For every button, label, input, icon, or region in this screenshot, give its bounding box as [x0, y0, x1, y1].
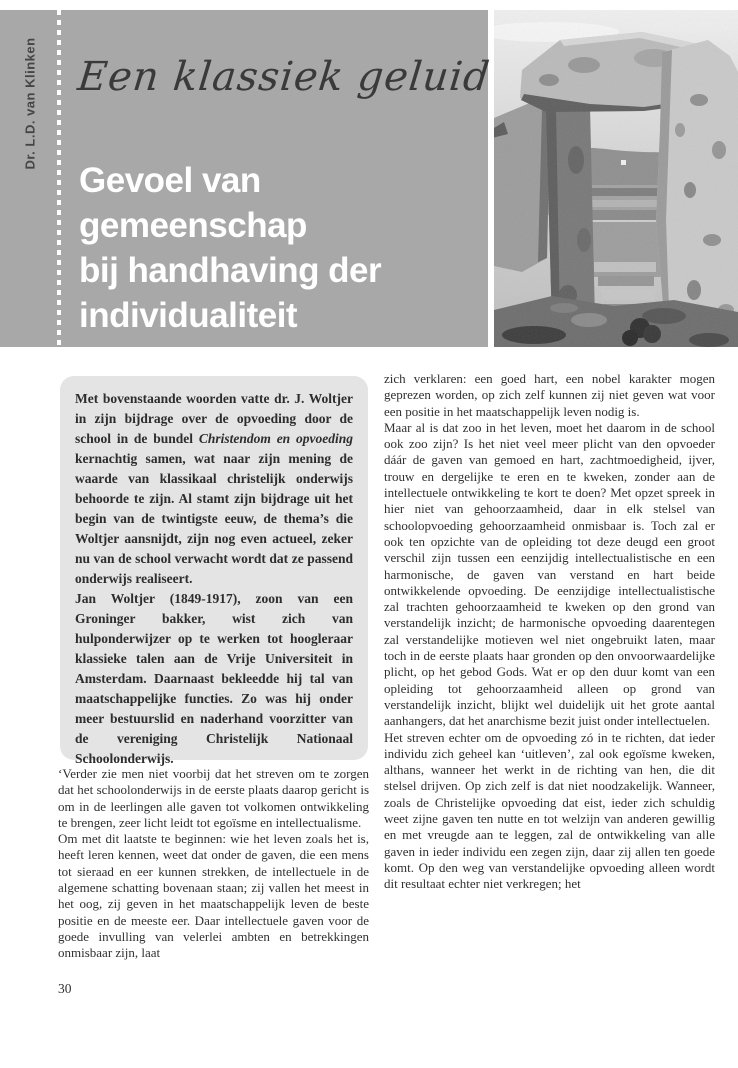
body-column-right: [384, 371, 715, 893]
intro-summary-box: [60, 376, 368, 766]
left-paragraph-1: ‘Verder zie men niet voorbij dat het streven om te zorgen dat het schoolonderwijs in de eerste plaats daarop gericht is om in de leerlingen alle gaven tot volkomen ontwikkeling te brengen, zeer licht leidt tot egoïsme en intellectualisme.: [58, 766, 369, 830]
megalith-doorway-photo: [494, 10, 738, 347]
intro-p1-text: Met bovenstaande woorden vatte dr. J. Woltjer in zijn bijdrage over de opvoeding door de school in de bundel: [75, 391, 353, 446]
article-title-line3: individualiteit: [79, 296, 298, 335]
article-title-line2: bij handhaving der: [79, 251, 382, 290]
header-gray-block: [0, 10, 493, 347]
intro-paragraph-1: [75, 389, 353, 589]
author-vertical-label: Dr. L.D. van Klinken: [22, 37, 38, 170]
page-number: 30: [58, 981, 72, 996]
article-title-line1: Gevoel van gemeenschap: [79, 161, 307, 245]
intro-p1-book-title: Christendom en opvoeding: [198, 431, 354, 446]
intro-p1-text-cont: kernachtig samen, wat naar zijn mening de waarde van klassikaal christelijk onderwijs behoorde te zijn. Al stamt zijn bijdrage uit het begin van de twintigste eeuw, de thema’s die Woltjer aansnijdt, zijn nog even actueel, zeker nu van de school verwacht wordt dat ze passend onderwijs realiseert.: [75, 451, 353, 586]
article-title: [79, 158, 488, 338]
right-paragraph-2: Maar al is dat zoo in het leven, moet het daarom in de school ook zoo zijn? Is het niet veel meer plicht van den opvoeder dáár de gaven van gemoed en hart, zachtmoedigheid, ijver, trouw en dergelijke te eren en te kweken, zonder aan de intellectuele ontwikkeling te kort te doen? Met opzet spreek in hier niet van gehoorzaamheid, daar in elk stelsel van schoolopvoeding gehoorzaamheid onmisbaar is. Toch zal er ook ten opzichte van de opleiding tot deze deugd een groot verschil zijn tussen een eenzijdig intellectualistische en een harmonische, de gaven van verstand en hart beide ontwikkelende opvoeding. De eenzijdige intellectualistische zal trachten gehoorzaamheid te kweken op den grond van verstandelijk inzicht; de harmonische opvoeding daarentegen zal verstandelijke motieven wel niet ongebruikt laten, maar toch in de eerste plaats haar gronden op den onvoorwaardelijke plicht, op het gebod Gods. Wat er op den duur komt van een opleiding tot gehoorzaamheid alleen op grond van verstandelijk inzicht, blijkt wel duidelijk uit het grote aantal aanhangers, dat het anarchisme bezit juist onder intellectuelen.: [384, 419, 715, 729]
dotted-divider: [57, 10, 61, 347]
left-paragraph-2: Om met dit laatste te beginnen: wie het leven zoals het is, heeft leren kennen, weet dat onder de gaven, die een mens tot sieraad en eer kunnen strekken, de intellectuele in de algemene schatting bovenaan staan; zij vallen het meest in het oog, zij geven in het maatschappelijk leven de beste positie en de meeste eer. Daar intellectuele gaven voor de goede invulling van velerlei ambten en betrekkingen onmisbaar zijn, laat: [58, 831, 369, 961]
kicker-handwritten-title: Een klassiek geluid: [75, 54, 493, 100]
photo-grain-overlay: [494, 10, 738, 347]
right-paragraph-3: Het streven echter om de opvoeding zó in te richten, dat ieder individu zich geheel kan ‘uitleven’, zal ook egoïsme kweken, althans, wanneer het werkt in de richting van hen, die dit stelsel drijven. Op zich zelf is dat niet noodzakelijk. Wanneer, zoals de Christelijke opvoeding dat eist, ieder zich schuldig weet zijne gaven ten nutte en tot welzijn van anderen gewillig en met vreugde aan te leggen, zal de ontwikkeling van alle gaven in ieder individu een zegen zijn, daar zij allen ten goede komt. Op den weg van verstandelijke opvoeding alleen wordt dit resultaat echter niet verkregen; het: [384, 729, 715, 892]
megalith-doorway-illustration: [494, 10, 738, 347]
body-column-left: [58, 766, 369, 962]
right-paragraph-1: zich verklaren: een goed hart, een nobel karakter mogen geprezen worden, op zich zelf kunnen zij niet geven wat voor een positie in het maatschappelijk leven nodig is.: [384, 371, 715, 419]
intro-paragraph-2: Jan Woltjer (1849-1917), zoon van een Groninger bakker, wist zich van hulponderwijzer op te werken tot hoogleraar klassieke talen aan de Vrije Universiteit in Amsterdam. Daarnaast bekleedde hij tal van maatschappelijke functies. Zo was hij onder meer bestuurslid en naderhand voorzitter van de vereniging Christelijk Nationaal Schoolonderwijs.: [75, 591, 353, 766]
